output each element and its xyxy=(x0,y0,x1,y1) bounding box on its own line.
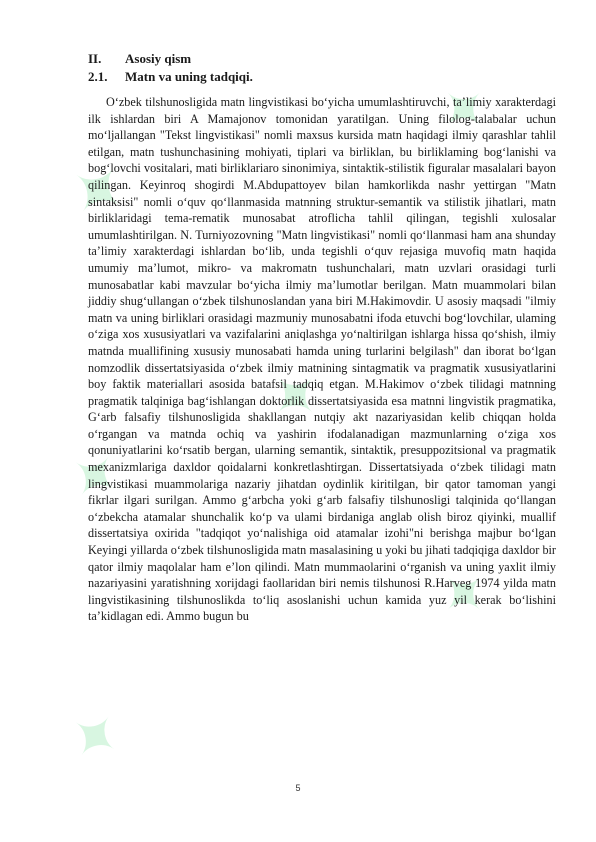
section-number: II. xyxy=(88,51,102,66)
subsection-title: Matn va uning tadqiqi. xyxy=(125,69,253,84)
watermark: ✦ xyxy=(51,694,141,779)
section-title: Asosiy qism xyxy=(125,51,192,66)
body-paragraph: O‘zbek tilshunosligida matn lingvistikasi bo‘yicha umumlashtiruvchi, ta’limiy xarakterdagi ilk ishlardan biri A Mamajonov tomonidan yaratilgan. Uning filolog-talabalar uchun mo‘ljallangan "Tekst lingvistikasi" nomli maxsus kursida matn haqidagi ilmiy qarashlar tahlil etilgan, matn tushunchasining mohiyati, tiplari va birliklan, bu birliklaming bog‘lanishi va bog‘lovchi vositalari, mati birliklariaro sinonimiya, sintaktik-stilistik figuralar masalalari bayon qilingan. Keyinroq shogirdi M.Abdupattoyev bilan hamkorlikda nashr yettirgan "Matn sintaksisi" nomli o‘quv qo‘llanmasida matnning struktur-semantik va stilistik jihatlari, matn birliklaridagi tema-rematik munosabat atroflicha tahlil qilingan, tegishli xulosalar umumlashtirilgan. N. Turniyozovning "Matn lingvistikasi" nomli qo‘llanmasi ham ana shunday ta’limiy xarakterdagi ishlardan bo‘lib, unda tegishli o‘quv rejasiga muvofiq matn haqida umumiy ma’lumot, mikro- va makromatn tushunchalari, matn uzvlari orasidagi turli munosabatlar kabi mavzular bo‘yicha ilmiy ma’lumotlar berilgan. Matn muammolari bilan jiddiy shug‘ullangan o‘zbek tilshunoslandan yana biri M.Hakimovdir. U asosiy maqsadi "ilmiy matn va uning birliklari orasidagi mazmuniy munosabatni ifoda etuvchi bog‘lovchilar, ulaming o‘ziga xos xususiyatlari va vazifalarini aniqlashga yo‘naltirilgan ishlarga hissa qo‘shish, ilmiy matnda muallifining xususiy munosabati hamda uning turlarini belgilash" dan iborat bo‘lgan nomzodlik dissertatsiyasida o‘zbek ilmiy matnining sintagmatik va pragmatik xususiyatlarini boy faktik materiallari asosida batafsil tadqiq etgan. M.Hakimov o‘zbek tilidagi matnning pragmatik talqiniga bag‘ishlangan doktorlik dissertatsiyasida esa matnni lingvistik pragmatika, G‘arb falsafiy tilshunosligida shakllangan nutqiy akt nazariyasidan kelib chiqqan holda o‘rgangan va matnda ochiq va yashirin ifodalanadigan mazmunlarning o‘ziga xos qonuniyatlarini ko‘rsatib bergan, ularning semantik, sintaktik, presuppozitsional va pragmatik mexanizmlariga daxldor qoidalarni konkretlashtirgan. Dissertatsiyada o‘zbek tilidagi matn lingvistikasi muammolariga nazariy jihatdan oydinlik kiritilgan, bir qator tamoman yangi fikrlar ilgari surilgan. Ammo g‘arbcha yoki g‘arb falsafiy tilshunosligi talqinida qo‘llangan o‘zbekcha atamalar shunchalik ko‘p va ulami birdaniga anglab olish biroz qiyinki, muallif dissertatsiya oxirida "tadqiqot yo‘nalishiga oid atamalar izohi"ni berishga majbur bo‘lgan Keyingi yillarda o‘zbek tilshunosligida matn masalasining u yoki bu jihati tadqiqiga daxldor bir qator ilmiy maqolalar ham e’lon qilindi. Matn mummaolarini o‘rganish va uning yaxlit ilmiy nazariyasini yaratishning xorijdagi faollaridan biri nemis tilshunosi R.Harveg 1974 yilda matn lingvistikasining tilshunoslikda to‘liq asoslanishi uchun kamida yuz yil kerak bo‘lishini ta’kidlagan edi. Ammo bugun bu xyxy=(88,95,556,624)
watermark: ✦ xyxy=(251,351,342,443)
watermark: ✦ xyxy=(51,434,141,519)
subsection-heading xyxy=(88,68,556,86)
watermark: ✦ xyxy=(48,143,150,239)
watermark: ✦ xyxy=(422,67,508,153)
watermark: ✦ xyxy=(422,552,508,638)
subsection-number: 2.1. xyxy=(88,69,108,84)
page-number: 5 xyxy=(295,783,301,793)
document-body xyxy=(88,50,556,637)
section-heading xyxy=(88,50,556,68)
